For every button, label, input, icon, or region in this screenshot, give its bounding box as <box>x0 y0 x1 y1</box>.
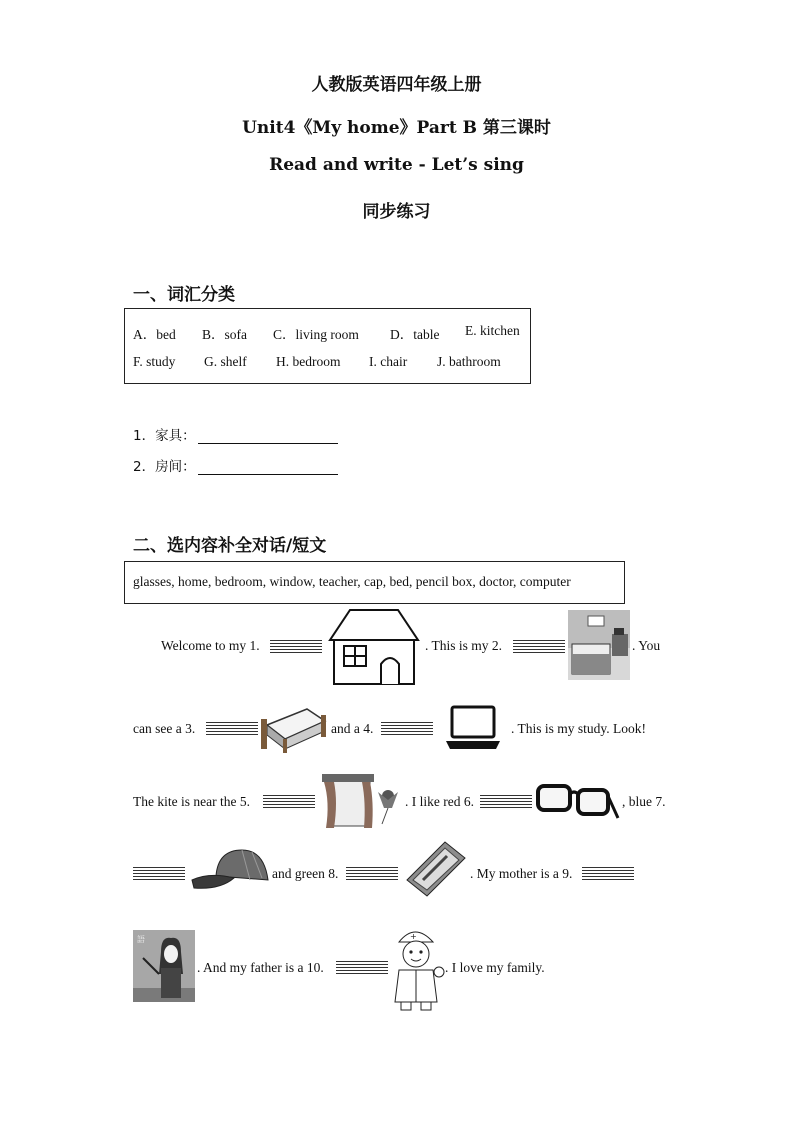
wordbox <box>124 561 625 604</box>
house-icon <box>326 608 422 686</box>
question-1 <box>133 424 338 444</box>
vocab-box <box>124 308 531 384</box>
section2-title: 二、选内容补全对话/短文 <box>133 536 327 556</box>
unit-title: Unit4《My home》Part B 第三课时 <box>242 118 551 138</box>
option-j: J. bathroom <box>437 354 501 369</box>
computer-icon <box>444 705 502 751</box>
option-f: F. study <box>133 354 176 369</box>
blank-8[interactable] <box>346 865 398 881</box>
option-h: H. bedroom <box>276 354 341 369</box>
text-9: , blue 7. <box>622 794 666 809</box>
text-13: . I love my family. <box>445 960 545 975</box>
text-2: . This is my 2. <box>425 638 503 653</box>
svg-text:語: 語 <box>137 935 145 944</box>
question-2 <box>133 455 338 475</box>
text-11: . My mother is a 9. <box>470 866 573 881</box>
blank-10[interactable] <box>336 959 388 975</box>
page-title: 人教版英语四年级上册 <box>311 75 482 95</box>
blank-7[interactable] <box>133 865 185 881</box>
teacher-icon <box>133 930 195 1002</box>
option-c: C．living room <box>273 327 359 342</box>
option-g: G. shelf <box>204 354 247 369</box>
option-a: A．bed <box>133 327 176 342</box>
option-e: E. kitchen <box>465 323 520 338</box>
blank-6[interactable] <box>480 793 532 809</box>
question-2-label: 2．房间： <box>133 459 196 475</box>
lesson-title: Read and write - Let’s sing <box>269 155 524 175</box>
cap-icon <box>190 846 272 892</box>
bed-icon <box>259 703 329 753</box>
answer-line-1[interactable] <box>198 429 338 444</box>
blank-3[interactable] <box>206 720 258 736</box>
text-12: . And my father is a 10. <box>197 960 324 975</box>
text-8: . I like red 6. <box>405 794 474 809</box>
blank-2[interactable] <box>513 638 565 654</box>
blank-5[interactable] <box>263 793 315 809</box>
option-i: I. chair <box>369 354 408 369</box>
text-4: can see a 3. <box>133 721 196 736</box>
answer-line-2[interactable] <box>198 460 338 475</box>
pencil-box-icon <box>403 838 469 898</box>
text-10: and green 8. <box>272 866 339 881</box>
exercise-title: 同步练习 <box>362 202 431 222</box>
text-6: . This is my study. Look! <box>511 721 647 736</box>
blank-1[interactable] <box>270 638 322 654</box>
option-d: D．table <box>390 327 440 342</box>
text-3: . You <box>632 638 661 653</box>
blank-4[interactable] <box>381 720 433 736</box>
question-1-label: 1．家具： <box>133 428 196 444</box>
text-1: Welcome to my 1. <box>161 638 260 653</box>
window-icon <box>320 772 402 830</box>
blank-9[interactable] <box>582 865 634 881</box>
text-7: The kite is near the 5. <box>133 794 250 809</box>
doctor-icon <box>385 924 447 1012</box>
option-b: B．sofa <box>202 327 247 342</box>
glasses-icon <box>534 778 620 822</box>
svg-text:+: + <box>410 932 417 941</box>
bedroom-icon <box>568 610 630 680</box>
wordbox-text: glasses, home, bedroom, window, teacher, cap, bed, pencil box, doctor, computer <box>133 574 571 589</box>
section1-title: 一、词汇分类 <box>133 285 235 305</box>
text-5: and a 4. <box>331 721 374 736</box>
